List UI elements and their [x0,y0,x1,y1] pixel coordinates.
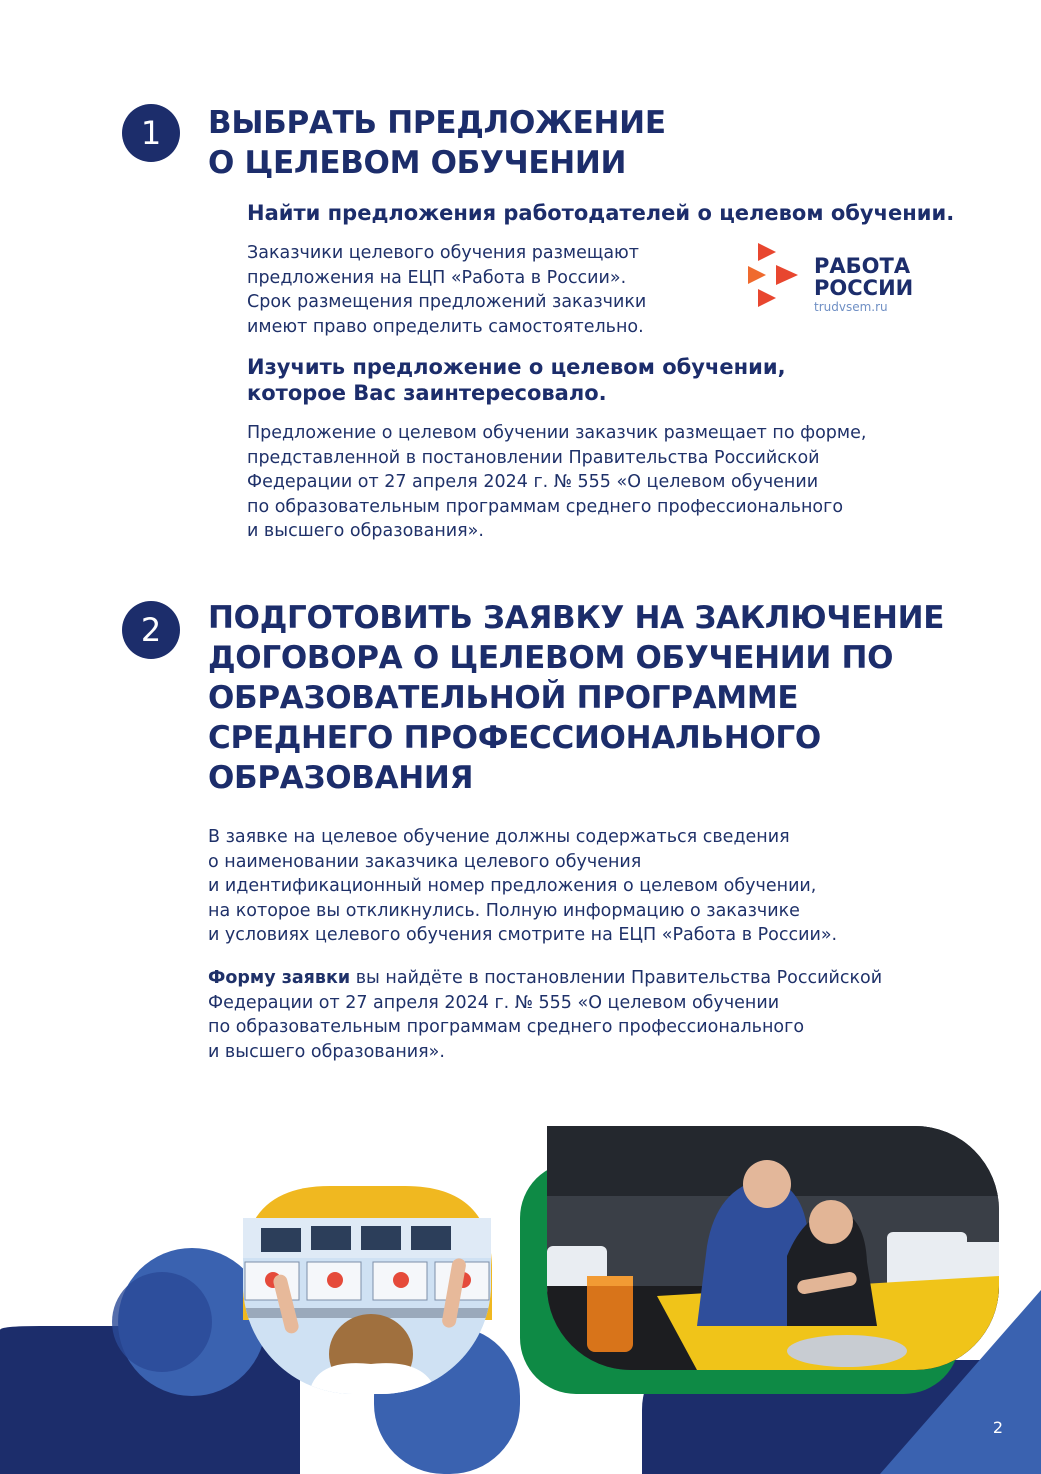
step1-heading: Найти предложения работодателей о целевом обучении. [247,201,955,225]
logo-url: trudvsem.ru [814,300,888,314]
step2-heading: Изучить предложение о целевом обучении, которое Вас заинтересовало. [247,355,786,405]
step2-text: Предложение о целевом обучении заказчик размещает по форме, представленной в постановлении Правительства Российской Федерации от 27 апреля 2024 г. № 555 «О целевом обучении по образовательным программам среднего профессионального и высшего образования». [247,423,867,541]
step-number-badge-2: 2 [122,601,180,659]
photo-workshop-training [547,1126,999,1370]
page-number: 2 [992,1418,1003,1437]
section2-paragraph-1: В заявке на целевое обучение должны содержаться сведения о наименовании заказчика целевого обучения и идентификационный номер предложения о целевом обучении, на которое вы откликнулись. Полную информацию о заказчике и условиях целевого обучения смотрите на ЕЦП «Работа в России». [208,827,838,945]
footer-navy-circle [112,1272,212,1372]
logo-name: РАБОТА РОССИИ [814,254,914,300]
section2-title: ПОДГОТОВИТЬ ЗАЯВКУ НА ЗАКЛЮЧЕНИЕ ДОГОВОРА О ЦЕЛЕВОМ ОБУЧЕНИИ ПО ОБРАЗОВАТЕЛЬНОЙ ПРОГРАММЕ СРЕДНЕГО ПРОФЕССИОНАЛЬНОГО ОБРАЗОВАНИЯ [208,600,945,796]
section1-title: ВЫБРАТЬ ПРЕДЛОЖЕНИЕ О ЦЕЛЕВОМ ОБУЧЕНИИ [208,105,666,181]
section2-paragraph-2 [208,966,882,1064]
rabota-rossii-logo [748,243,918,313]
rabota-rossii-logo-icon [748,243,806,307]
step-number-badge-1: 1 [122,104,180,162]
application-form-label: Форму заявки [208,968,351,988]
application-form-text: вы найдёте в постановлении Правительства Российской Федерации от 27 апреля 2024 г. № 555 «О целевом обучении по образовательным программам среднего профессионального и высшего образования». [208,968,883,1062]
step1-text: Заказчики целевого обучения размещают предложения на ЕЦП «Работа в России». Срок размещения предложений заказчики имеют право определить самостоятельно. [247,243,647,337]
